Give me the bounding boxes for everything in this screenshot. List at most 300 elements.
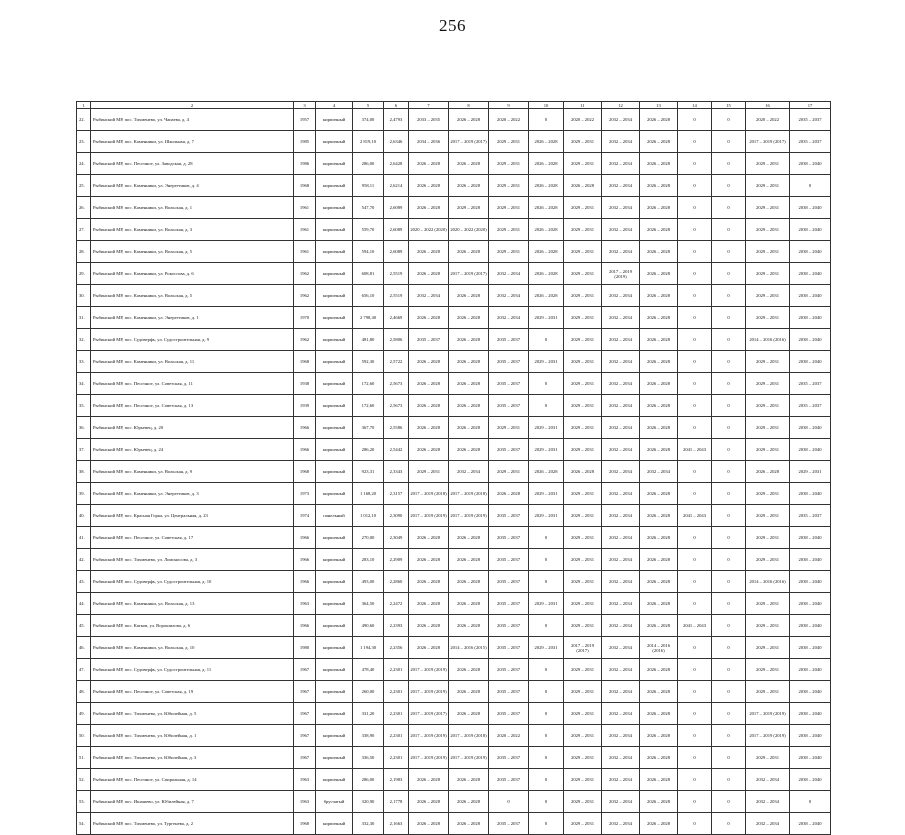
table-cell: 0	[712, 373, 746, 395]
table-row	[77, 549, 831, 571]
table-cell: 1962	[294, 263, 316, 285]
table-cell: 2035 – 2037	[489, 351, 529, 373]
address-cell: Рыбинский МР, пос. Каменники, ул. Энергетиков, д. 4	[91, 175, 294, 197]
table-cell: 2029 – 2031	[746, 549, 790, 571]
table-row	[77, 219, 831, 241]
table-cell: 2035 – 2037	[489, 329, 529, 351]
table-cell: 2038 – 2040	[790, 571, 831, 593]
table-cell: 2029 – 2031	[489, 131, 529, 153]
table-cell: 0	[712, 417, 746, 439]
table-row	[77, 373, 831, 395]
row-number-cell: 38.	[77, 461, 91, 483]
address-cell: Рыбинский МР, пос. Судоверфь, ул. Судостроительная, д. 9	[91, 329, 294, 351]
table-cell: 2035 – 2037	[489, 549, 529, 571]
table-cell: 2026 – 2028	[449, 681, 489, 703]
table-cell: 2035 – 2037	[489, 505, 529, 527]
table-cell: 2038 – 2040	[790, 615, 831, 637]
table-cell: 1962	[294, 285, 316, 307]
table-cell: 2026 – 2028	[449, 659, 489, 681]
table-row	[77, 307, 831, 329]
table-cell: кирпичный	[316, 659, 353, 681]
column-header: 13	[640, 102, 678, 109]
table-cell: кирпичный	[316, 813, 353, 835]
table-row	[77, 329, 831, 351]
row-number-cell: 51.	[77, 747, 91, 769]
column-header: 12	[602, 102, 640, 109]
table-row	[77, 483, 831, 505]
table-cell: 0	[678, 703, 712, 725]
table-cell: 2026 – 2028	[640, 307, 678, 329]
table-cell: 2020 – 2022	[746, 109, 790, 131]
table-cell: 2029 – 2031	[564, 153, 602, 175]
table-cell: 0	[678, 483, 712, 505]
table-cell: 2026 – 2028	[529, 153, 564, 175]
address-cell: Рыбинский МР, пос. Судоверфь, ул. Судостроительная, д. 11	[91, 659, 294, 681]
table-cell: 2026 – 2028	[640, 373, 678, 395]
table-cell: 2029 – 2031	[746, 285, 790, 307]
table-cell: 2038 – 2040	[790, 483, 831, 505]
table-cell: 2032 – 2034	[602, 703, 640, 725]
table-cell: 2032 – 2034	[602, 175, 640, 197]
table-cell: кирпичный	[316, 593, 353, 615]
table-cell: 2029 – 2031	[489, 417, 529, 439]
table-cell: 2029 – 2031	[746, 241, 790, 263]
table-cell: 2,2301	[384, 659, 409, 681]
table-cell: 1967	[294, 703, 316, 725]
table-cell: 0	[712, 109, 746, 131]
table-row	[77, 615, 831, 637]
table-cell: 0	[712, 813, 746, 835]
row-number-cell: 22.	[77, 109, 91, 131]
table-cell: 2038 – 2040	[790, 241, 831, 263]
column-header: 5	[353, 102, 384, 109]
table-cell: 2,3157	[384, 483, 409, 505]
table-cell: 2026 – 2028	[564, 461, 602, 483]
table-cell: кирпичный	[316, 197, 353, 219]
table-cell: 958,11	[353, 175, 384, 197]
table-cell: 2038 – 2040	[790, 769, 831, 791]
table-cell: кирпичный	[316, 417, 353, 439]
table-cell: 2029 – 2031	[564, 615, 602, 637]
table-cell: 2 819,10	[353, 131, 384, 153]
table-cell: 260,00	[353, 681, 384, 703]
table-cell: 1957	[294, 109, 316, 131]
table-cell: 0	[678, 725, 712, 747]
table-cell: 2026 – 2028	[564, 175, 602, 197]
table-cell: 286,20	[353, 439, 384, 461]
table-cell: 2038 – 2040	[790, 263, 831, 285]
table-cell: 2026 – 2028	[640, 439, 678, 461]
table-cell: 2017 – 2019 (2019)	[409, 725, 449, 747]
table-cell: 2,5586	[384, 417, 409, 439]
table-cell: 2017 – 2019 (2019)	[449, 747, 489, 769]
address-cell: Рыбинский МР, пос. Юрьевец, д. 24	[91, 439, 294, 461]
table-cell: 2026 – 2028	[640, 395, 678, 417]
table-cell: 2026 – 2028	[409, 637, 449, 659]
table-cell: 2038 – 2040	[790, 703, 831, 725]
row-number-cell: 54.	[77, 813, 91, 835]
table-cell: 0	[489, 791, 529, 813]
table-cell: 2029 – 2031	[564, 395, 602, 417]
table-cell: 2029 – 2031	[746, 175, 790, 197]
table-cell: 2017 – 2019 (2017)	[449, 263, 489, 285]
table-row	[77, 131, 831, 153]
address-cell: Рыбинский МР, пос. Красная Горка, ул. Центральная, д. 23	[91, 505, 294, 527]
table-cell: 283,10	[353, 549, 384, 571]
table-cell: 2026 – 2028	[449, 285, 489, 307]
table-cell: 1985	[294, 131, 316, 153]
table-cell: 286,00	[353, 769, 384, 791]
table-cell: 2029 – 2031	[746, 439, 790, 461]
table-cell: 2029 – 2031	[529, 439, 564, 461]
table-cell: 2026 – 2028	[409, 549, 449, 571]
table-cell: 2026 – 2028	[449, 175, 489, 197]
table-row	[77, 417, 831, 439]
table-cell: кирпичный	[316, 285, 353, 307]
table-cell: 2,3090	[384, 505, 409, 527]
table-cell: 2032 – 2034	[602, 637, 640, 659]
table-cell: 2029 – 2031	[529, 307, 564, 329]
table-cell: 2032 – 2034	[602, 153, 640, 175]
table-cell: кирпичный	[316, 703, 353, 725]
table-cell: 1 168,20	[353, 483, 384, 505]
table-cell: 2038 – 2040	[790, 659, 831, 681]
table-cell: 1967	[294, 725, 316, 747]
table-cell: 2038 – 2040	[790, 351, 831, 373]
address-cell: Рыбинский МР, пос. Каменники, ул. Вольская, д. 3	[91, 219, 294, 241]
table-cell: 0	[712, 351, 746, 373]
table-cell: кирпичный	[316, 263, 353, 285]
table-cell: 1966	[294, 571, 316, 593]
table-cell: 2026 – 2028	[449, 351, 489, 373]
table-cell: 0	[678, 571, 712, 593]
table-cell: 2032 – 2034	[602, 461, 640, 483]
table-cell: 2032 – 2034	[489, 307, 529, 329]
table-cell: 2026 – 2028	[640, 593, 678, 615]
row-number-cell: 33.	[77, 351, 91, 373]
table-cell: 2035 – 2037	[489, 813, 529, 835]
table-cell: 2032 – 2034	[602, 439, 640, 461]
table-row	[77, 439, 831, 461]
table-cell: 2032 – 2034	[489, 263, 529, 285]
table-cell: 2,5519	[384, 263, 409, 285]
table-cell: 2,4793	[384, 109, 409, 131]
table-cell: 0	[529, 747, 564, 769]
row-number-cell: 41.	[77, 527, 91, 549]
table-cell: 2026 – 2028	[640, 747, 678, 769]
table-cell: 2029 – 2031	[790, 461, 831, 483]
table-cell: 2029 – 2031	[564, 263, 602, 285]
table-cell: 2032 – 2034	[602, 813, 640, 835]
table-cell: кирпичный	[316, 219, 353, 241]
table-cell: 2029 – 2031	[489, 241, 529, 263]
table-cell: панельный	[316, 505, 353, 527]
address-cell: Рыбинский МР, пос. Песочное, ул. Спиральная, д. 14	[91, 769, 294, 791]
table-cell: 0	[678, 527, 712, 549]
table-cell: 2017 – 2019 (2019)	[746, 725, 790, 747]
table-cell: 2026 – 2028	[449, 153, 489, 175]
table-cell: 2029 – 2031	[529, 417, 564, 439]
table-cell: 0	[790, 175, 831, 197]
table-cell: 1966	[294, 549, 316, 571]
table-cell: 2029 – 2031	[746, 747, 790, 769]
address-cell: Рыбинский МР, пос. Каменники, ул. Вольская, д. 9	[91, 461, 294, 483]
table-cell: 2026 – 2028	[746, 461, 790, 483]
table-cell: 481,80	[353, 329, 384, 351]
table-cell: 490,60	[353, 615, 384, 637]
row-number-cell: 44.	[77, 593, 91, 615]
table-row	[77, 263, 831, 285]
table-row	[77, 769, 831, 791]
column-header: 16	[746, 102, 790, 109]
table-cell: 2029 – 2031	[564, 241, 602, 263]
table-cell: 2029 – 2031	[564, 307, 602, 329]
table-cell: 2026 – 2028	[409, 439, 449, 461]
table-row	[77, 527, 831, 549]
column-header: 1	[77, 102, 91, 109]
table-cell: 2029 – 2031	[564, 285, 602, 307]
table-cell: кирпичный	[316, 175, 353, 197]
table-cell: 2,5806	[384, 329, 409, 351]
table-cell: 2 798,40	[353, 307, 384, 329]
table-cell: 2026 – 2028	[640, 197, 678, 219]
table-cell: 2035 – 2037	[790, 395, 831, 417]
table-cell: 2017 – 2019 (2019)	[409, 659, 449, 681]
row-number-cell: 42.	[77, 549, 91, 571]
table-row	[77, 153, 831, 175]
table-cell: кирпичный	[316, 681, 353, 703]
table-row	[77, 725, 831, 747]
table-cell: 2026 – 2028	[409, 813, 449, 835]
table-cell: 2026 – 2028	[409, 153, 449, 175]
table-cell: 367,70	[353, 417, 384, 439]
table-cell: 0	[712, 483, 746, 505]
table-row	[77, 571, 831, 593]
table-cell: 2032 – 2034	[746, 813, 790, 835]
table-cell: 2029 – 2031	[746, 153, 790, 175]
table-cell: 2,5673	[384, 395, 409, 417]
table-cell: 1962	[294, 329, 316, 351]
table-cell: 1966	[294, 527, 316, 549]
table-cell: 0	[529, 791, 564, 813]
table-cell: 0	[529, 703, 564, 725]
column-header: 3	[294, 102, 316, 109]
table-cell: 2029 – 2031	[564, 219, 602, 241]
table-cell: 0	[529, 725, 564, 747]
row-number-cell: 53.	[77, 791, 91, 813]
table-cell: 2026 – 2028	[449, 813, 489, 835]
table-cell: 0	[712, 329, 746, 351]
table-cell: 2,2301	[384, 725, 409, 747]
table-cell: 2035 – 2037	[489, 527, 529, 549]
table-cell: 656,10	[353, 285, 384, 307]
row-number-cell: 49.	[77, 703, 91, 725]
table-cell: 2038 – 2040	[790, 329, 831, 351]
table-cell: 2038 – 2040	[790, 747, 831, 769]
row-number-cell: 40.	[77, 505, 91, 527]
table-cell: 2026 – 2028	[640, 285, 678, 307]
table-row	[77, 681, 831, 703]
table-cell: 2038 – 2040	[790, 285, 831, 307]
table-row	[77, 395, 831, 417]
table-cell: 2,6428	[384, 153, 409, 175]
table-cell: 1963	[294, 593, 316, 615]
table-cell: 0	[678, 285, 712, 307]
table-cell: 2029 – 2031	[746, 351, 790, 373]
table-cell: 2029 – 2031	[564, 791, 602, 813]
table-cell: 2026 – 2028	[529, 197, 564, 219]
table-cell: 1961	[294, 197, 316, 219]
table-cell: 2020 – 2022	[564, 109, 602, 131]
table-cell: 2038 – 2040	[790, 307, 831, 329]
table-cell: 2032 – 2034	[449, 461, 489, 483]
table-cell: 0	[712, 263, 746, 285]
table-cell: кирпичный	[316, 747, 353, 769]
table-cell: 2038 – 2040	[790, 153, 831, 175]
table-cell: 2020 – 2022	[489, 109, 529, 131]
table-cell: 2026 – 2028	[640, 219, 678, 241]
row-number-cell: 45.	[77, 615, 91, 637]
table-cell: 559,70	[353, 219, 384, 241]
table-cell: 2029 – 2031	[489, 461, 529, 483]
table-cell: 2029 – 2031	[409, 461, 449, 483]
table-cell: 2032 – 2034	[602, 527, 640, 549]
table-cell: 2029 – 2031	[746, 395, 790, 417]
table-row	[77, 175, 831, 197]
table-cell: 2026 – 2028	[449, 527, 489, 549]
row-number-cell: 48.	[77, 681, 91, 703]
table-cell: 2032 – 2034	[602, 615, 640, 637]
row-number-cell: 52.	[77, 769, 91, 791]
table-cell: 0	[678, 791, 712, 813]
table-cell: 2029 – 2031	[564, 725, 602, 747]
table-cell: 2026 – 2028	[449, 417, 489, 439]
table-cell: кирпичный	[316, 307, 353, 329]
table-cell: 0	[712, 791, 746, 813]
table-cell: 1967	[294, 659, 316, 681]
table-cell: 2035 – 2037	[489, 593, 529, 615]
row-number-cell: 36.	[77, 417, 91, 439]
table-cell: 2014 – 2016 (2015)	[449, 637, 489, 659]
table-cell: 2035 – 2037	[489, 571, 529, 593]
address-cell: Рыбинский МР, пос. Каменники, ул. Энергетиков, д. 1	[91, 307, 294, 329]
table-cell: 2038 – 2040	[790, 439, 831, 461]
table-cell: 2029 – 2031	[564, 373, 602, 395]
table-cell: 2029 – 2031	[564, 351, 602, 373]
table-cell: 2032 – 2034	[602, 417, 640, 439]
table-cell: 2035 – 2037	[489, 373, 529, 395]
table-cell: 320,90	[353, 791, 384, 813]
table-cell: 2029 – 2031	[746, 681, 790, 703]
table-cell: 2,3343	[384, 461, 409, 483]
table-cell: 2017 – 2019 (2017)	[564, 637, 602, 659]
table-cell: 172,60	[353, 395, 384, 417]
table-cell: 2017 – 2019 (2019)	[409, 681, 449, 703]
address-cell: Рыбинский МР, пос. Каменники, ул. Вольская, д. 5	[91, 241, 294, 263]
table-cell: 2032 – 2034	[602, 791, 640, 813]
table-cell: кирпичный	[316, 527, 353, 549]
table-cell: 2026 – 2028	[640, 725, 678, 747]
table-cell: 2017 – 2019 (2018)	[409, 483, 449, 505]
table-cell: 0	[529, 527, 564, 549]
table-cell: 0	[529, 681, 564, 703]
row-number-cell: 31.	[77, 307, 91, 329]
table-cell: кирпичный	[316, 351, 353, 373]
table-cell: 2029 – 2031	[564, 417, 602, 439]
column-header: 6	[384, 102, 409, 109]
table-cell: 0	[678, 263, 712, 285]
table-cell: 2032 – 2034	[602, 725, 640, 747]
table-cell: 2026 – 2028	[449, 373, 489, 395]
table-cell: 2026 – 2028	[409, 373, 449, 395]
table-cell: 0	[529, 615, 564, 637]
table-cell: кирпичный	[316, 769, 353, 791]
table-cell: 0	[678, 329, 712, 351]
table-cell: 2029 – 2031	[564, 747, 602, 769]
table-cell: 2035 – 2037	[790, 109, 831, 131]
address-cell: Рыбинский МР, пос. Каменники, ул. Вольская, д. 13	[91, 593, 294, 615]
row-number-cell: 23.	[77, 131, 91, 153]
table-cell: кирпичный	[316, 637, 353, 659]
table-cell: 2029 – 2031	[529, 637, 564, 659]
table-cell: 2,6089	[384, 197, 409, 219]
address-cell: Рыбинский МР, пос. Тихменево, ул. Юбилейная, д. 5	[91, 703, 294, 725]
table-cell: 0	[712, 153, 746, 175]
table-cell: 2029 – 2031	[746, 615, 790, 637]
table-cell: 1967	[294, 681, 316, 703]
table-cell: 0	[712, 175, 746, 197]
table-cell: 0	[678, 131, 712, 153]
address-cell: Рыбинский МР, пос. Песочное, ул. Советская, д. 19	[91, 681, 294, 703]
table-cell: 2026 – 2028	[449, 395, 489, 417]
table-cell: 2017 – 2019 (2019)	[449, 505, 489, 527]
table-cell: кирпичный	[316, 615, 353, 637]
table-cell: 0	[712, 681, 746, 703]
table-cell: 286,00	[353, 153, 384, 175]
table-cell: 1961	[294, 241, 316, 263]
column-header: 14	[678, 102, 712, 109]
column-header: 10	[529, 102, 564, 109]
table-cell: 0	[678, 417, 712, 439]
table-cell: 2038 – 2040	[790, 549, 831, 571]
table-cell: кирпичный	[316, 241, 353, 263]
table-cell: 1968	[294, 351, 316, 373]
table-cell: кирпичный	[316, 395, 353, 417]
table-cell: 2026 – 2028	[640, 417, 678, 439]
table-cell: 0	[529, 769, 564, 791]
table-cell: 2029 – 2031	[564, 505, 602, 527]
table-cell: 2026 – 2028	[449, 593, 489, 615]
column-header: 11	[564, 102, 602, 109]
table-row	[77, 351, 831, 373]
table-cell: 2032 – 2034	[640, 461, 678, 483]
table-cell: 2029 – 2031	[746, 593, 790, 615]
table-cell: 2029 – 2031	[564, 329, 602, 351]
row-number-cell: 39.	[77, 483, 91, 505]
table-cell: 2026 – 2028	[529, 285, 564, 307]
table-cell: 2026 – 2028	[640, 351, 678, 373]
table-cell: 1 194,30	[353, 637, 384, 659]
table-cell: 0	[529, 329, 564, 351]
table-cell: 1966	[294, 615, 316, 637]
row-number-cell: 47.	[77, 659, 91, 681]
table-cell: кирпичный	[316, 153, 353, 175]
table-cell: 2026 – 2028	[529, 131, 564, 153]
table-cell: 2038 – 2040	[790, 219, 831, 241]
table-cell: 2032 – 2034	[602, 197, 640, 219]
table-row	[77, 197, 831, 219]
table-cell: 364,50	[353, 593, 384, 615]
